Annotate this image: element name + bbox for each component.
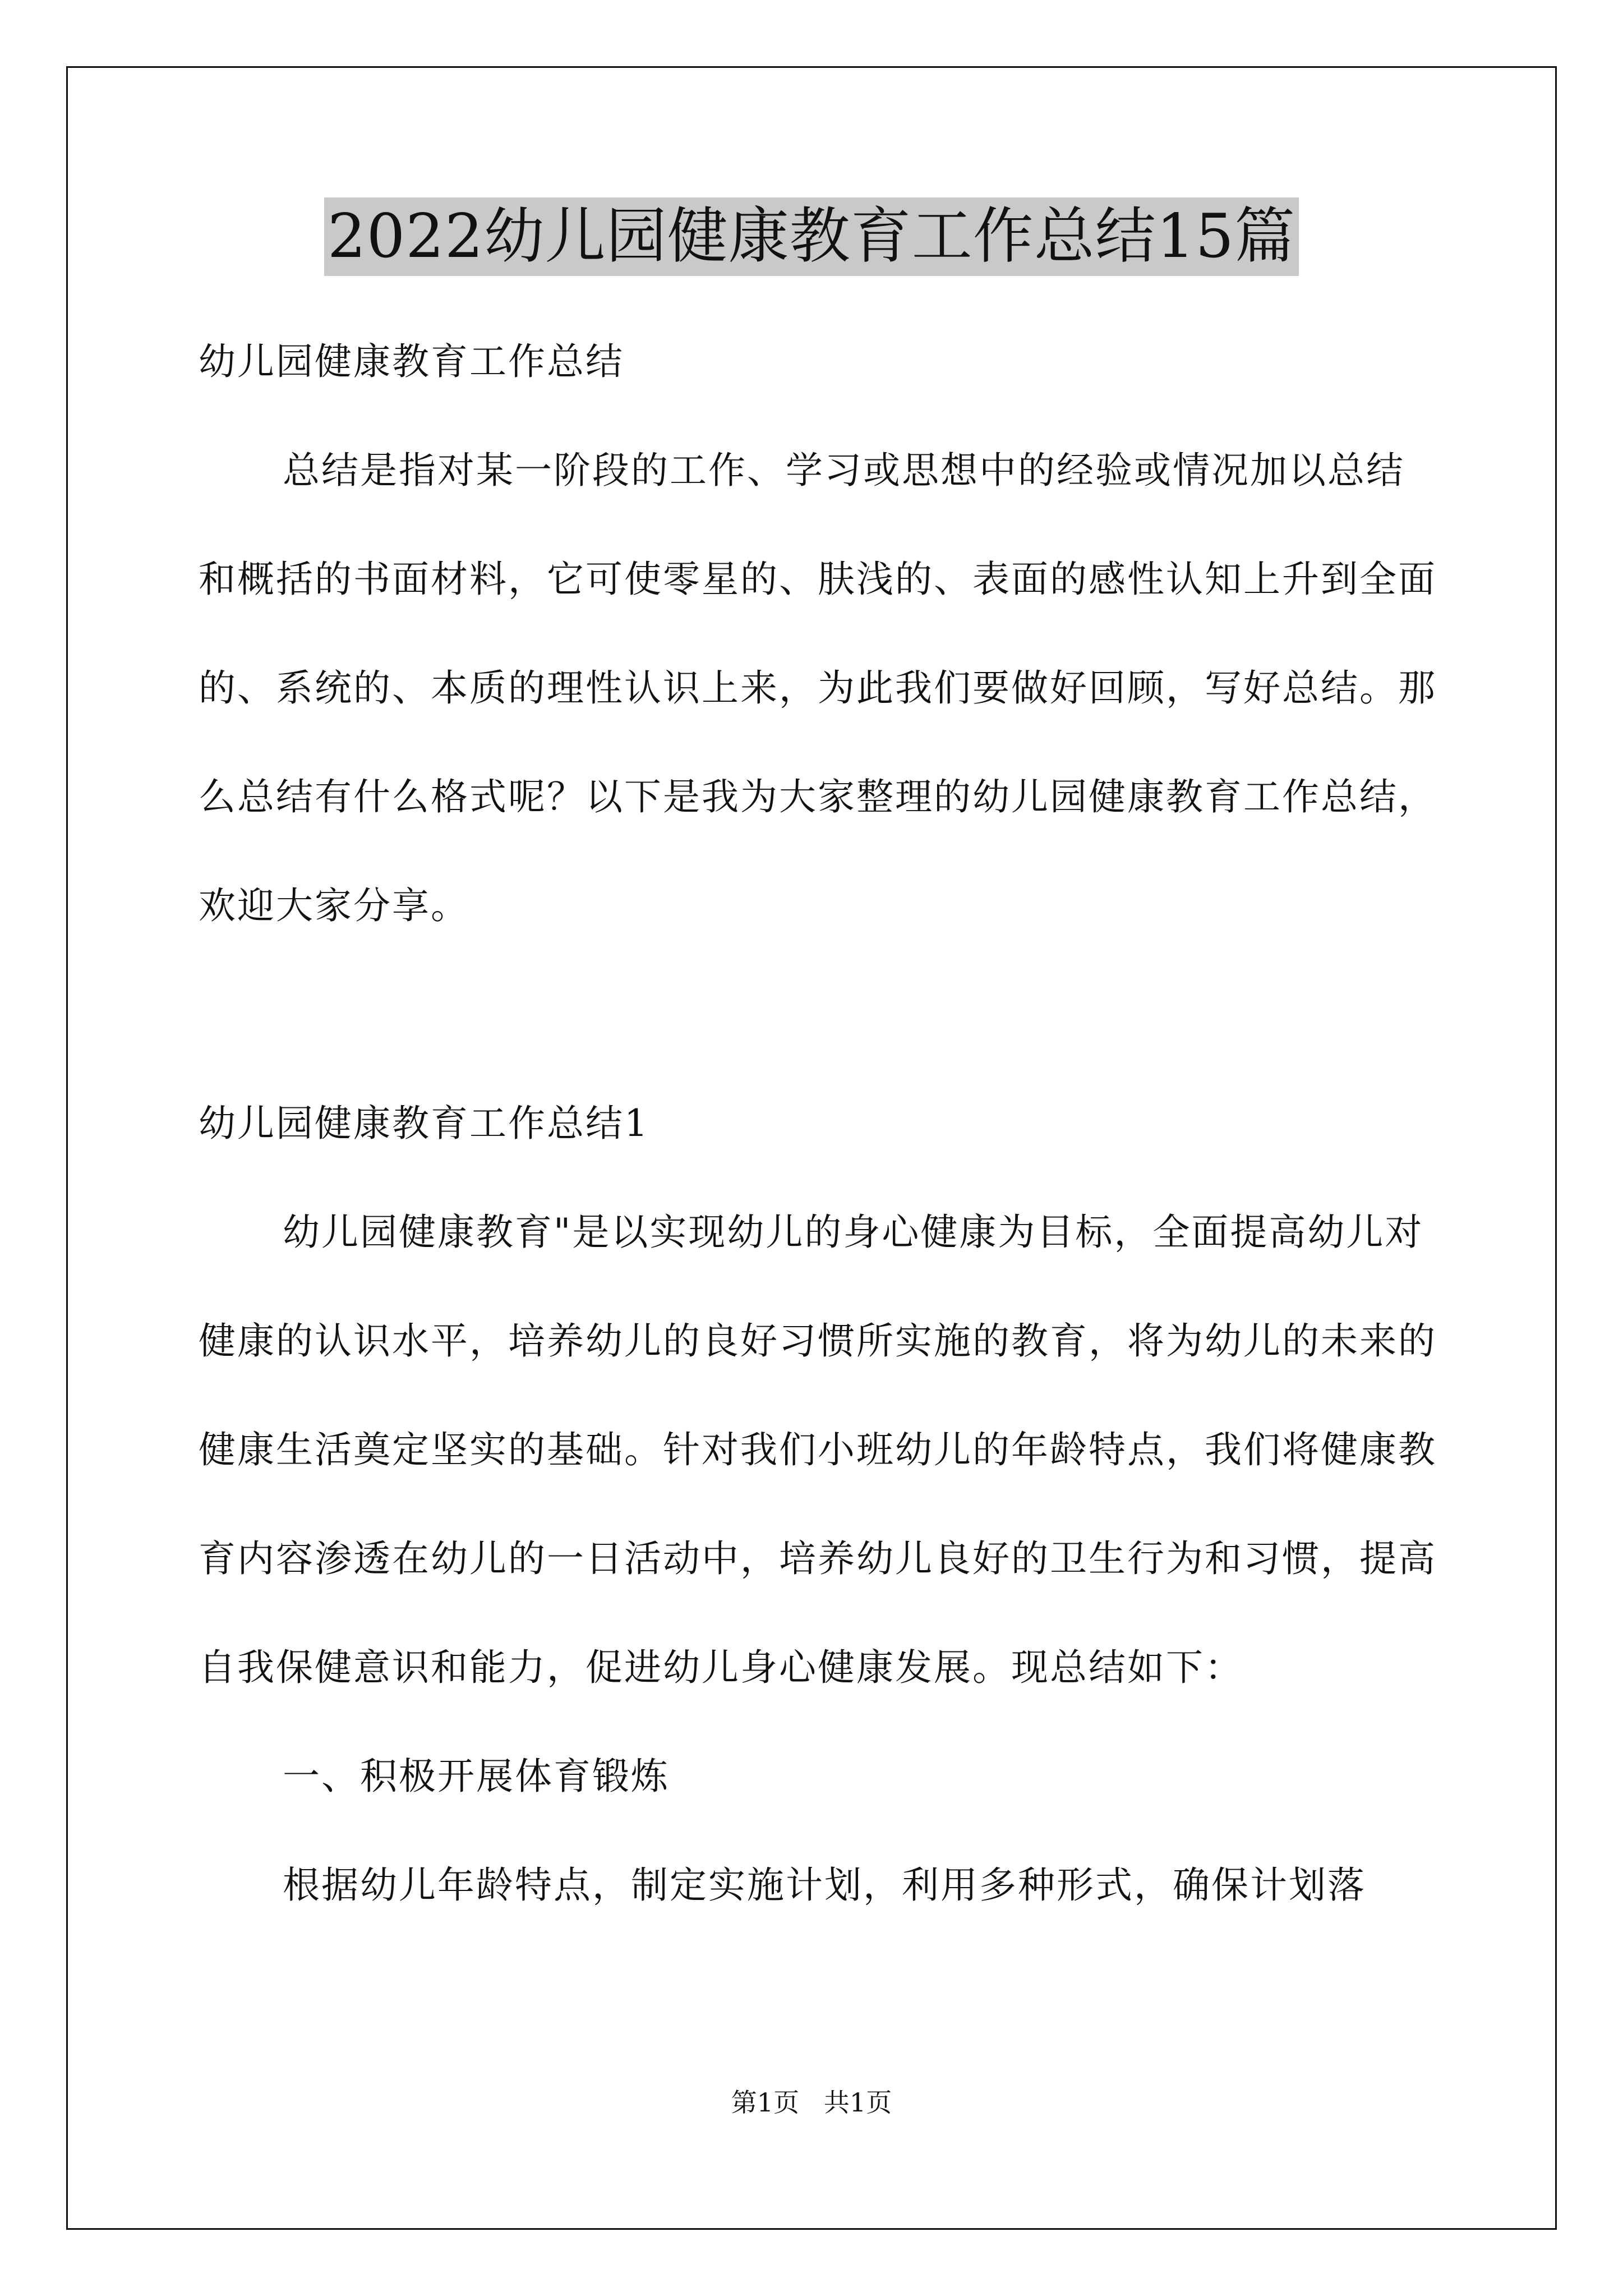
document-body	[199, 307, 1439, 1940]
subheading: 一、积极开展体育锻炼	[283, 1755, 670, 1798]
section-heading: 幼儿园健康教育工作总结	[199, 340, 624, 383]
intro-paragraph: 总结是指对某一阶段的工作、学习或思想中的经验或情况加以总结和概括的书面材料，它可使零星的、肤浅的、表面的感性认知上升到全面的、系统的、本质的理性认识上来，为此我们要做好回顾，写好总结。那么总结有什么格式呢？以下是我为大家整理的幼儿园健康教育工作总结，欢迎大家分享。	[199, 449, 1437, 927]
article-paragraph-continued: 根据幼儿年龄特点，制定实施计划，利用多种形式，确保计划落	[283, 1864, 1366, 1907]
page-footer: 第1页 共1页	[731, 2087, 892, 2118]
title-container	[0, 197, 1623, 276]
article-paragraph: 幼儿园健康教育"是以实现幼儿的身心健康为目标，全面提高幼儿对健康的认识水平，培养幼儿的良好习惯所实施的教育，将为幼儿的未来的健康生活奠定坚实的基础。针对我们小班幼儿的年龄特点，我们将健康教育内容渗透在幼儿的一日活动中，培养幼儿良好的卫生行为和习惯，提高自我保健意识和能力，促进幼儿身心健康发展。现总结如下：	[199, 1211, 1437, 1689]
document-title: 2022幼儿园健康教育工作总结15篇	[324, 197, 1299, 276]
article-heading: 幼儿园健康教育工作总结1	[199, 1102, 649, 1145]
